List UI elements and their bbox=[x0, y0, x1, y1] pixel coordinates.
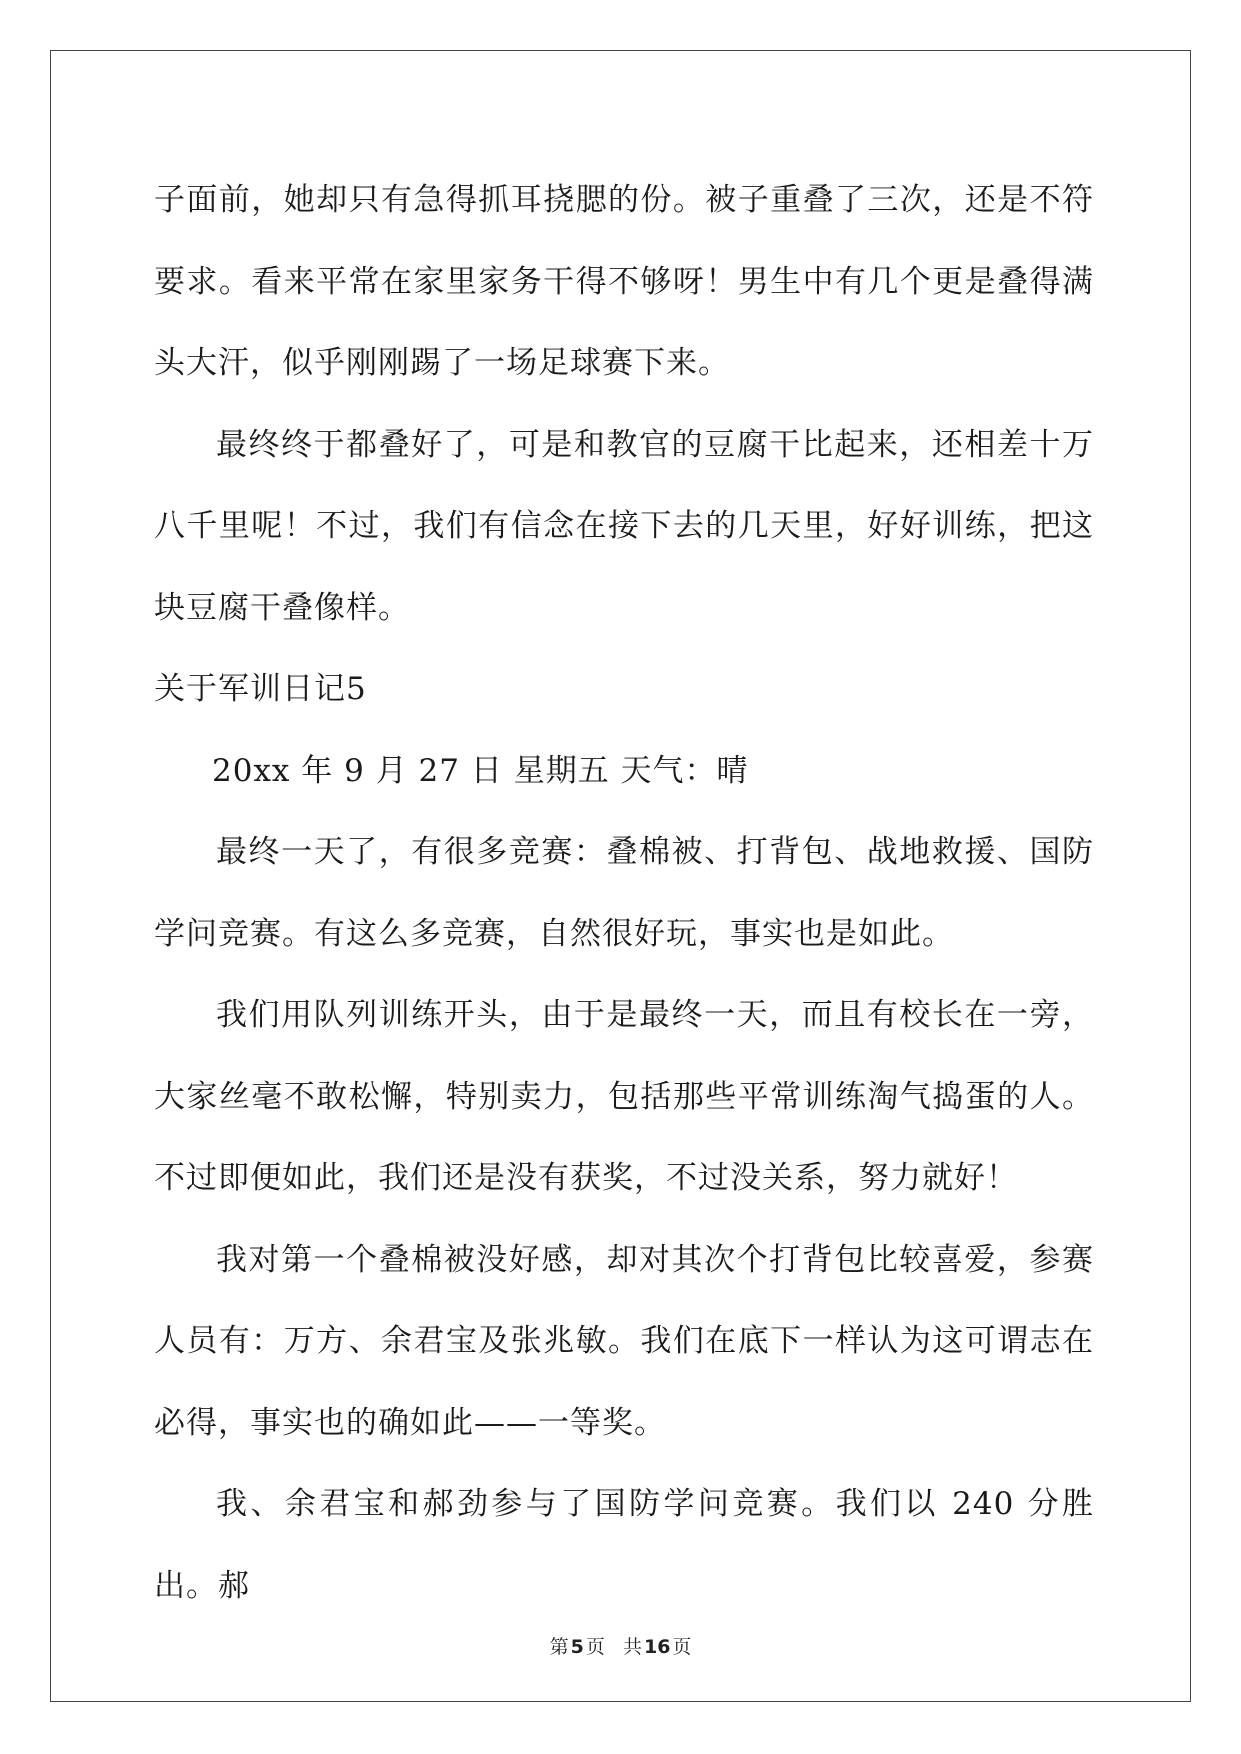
paragraph: 我、余君宝和郝劲参与了国防学问竞赛。我们以 240 分胜出。郝 bbox=[154, 1486, 1094, 1604]
page-prefix: 第 bbox=[549, 1636, 569, 1658]
document-body bbox=[154, 160, 1094, 1627]
total-pages: 16 bbox=[643, 1636, 671, 1658]
total-suffix: 页 bbox=[672, 1636, 692, 1658]
page-suffix: 页 bbox=[585, 1636, 605, 1658]
paragraph: 最终一天了，有很多竞赛：叠棉被、打背包、战地救援、国防学问竞赛。有这么多竞赛，自然很好玩，事实也是如此。 bbox=[154, 834, 1094, 952]
paragraph: 我们用队列训练开头，由于是最终一天，而且有校长在一旁，大家丝毫不敢松懈，特别卖力，包括那些平常训练淘气捣蛋的人。不过即便如此，我们还是没有获奖，不过没关系，努力就好！ bbox=[154, 997, 1094, 1196]
total-prefix: 共 bbox=[622, 1636, 642, 1658]
page-footer bbox=[0, 1632, 1241, 1659]
paragraph: 我对第一个叠棉被没好感，却对其次个打背包比较喜爱，参赛人员有：万方、余君宝及张兆敏。我们在底下一样认为这可谓志在必得，事实也的确如此——一等奖。 bbox=[154, 1241, 1094, 1441]
section-heading: 关于军训日记5 bbox=[154, 671, 367, 707]
paragraph: 最终终于都叠好了，可是和教官的豆腐干比起来，还相差十万八千里呢！不过，我们有信念在接下去的几天里，好好训练，把这块豆腐干叠像样。 bbox=[154, 426, 1094, 626]
paragraph-continuation: 子面前，她却只有急得抓耳挠腮的份。被子重叠了三次，还是不符要求。看来平常在家里家务干得不够呀！男生中有几个更是叠得满头大汗，似乎刚刚踢了一场足球赛下来。 bbox=[154, 182, 1094, 381]
diary-date-line: 20xx 年 9 月 27 日 星期五 天气：晴 bbox=[212, 752, 749, 789]
page-number: 5 bbox=[570, 1636, 584, 1658]
